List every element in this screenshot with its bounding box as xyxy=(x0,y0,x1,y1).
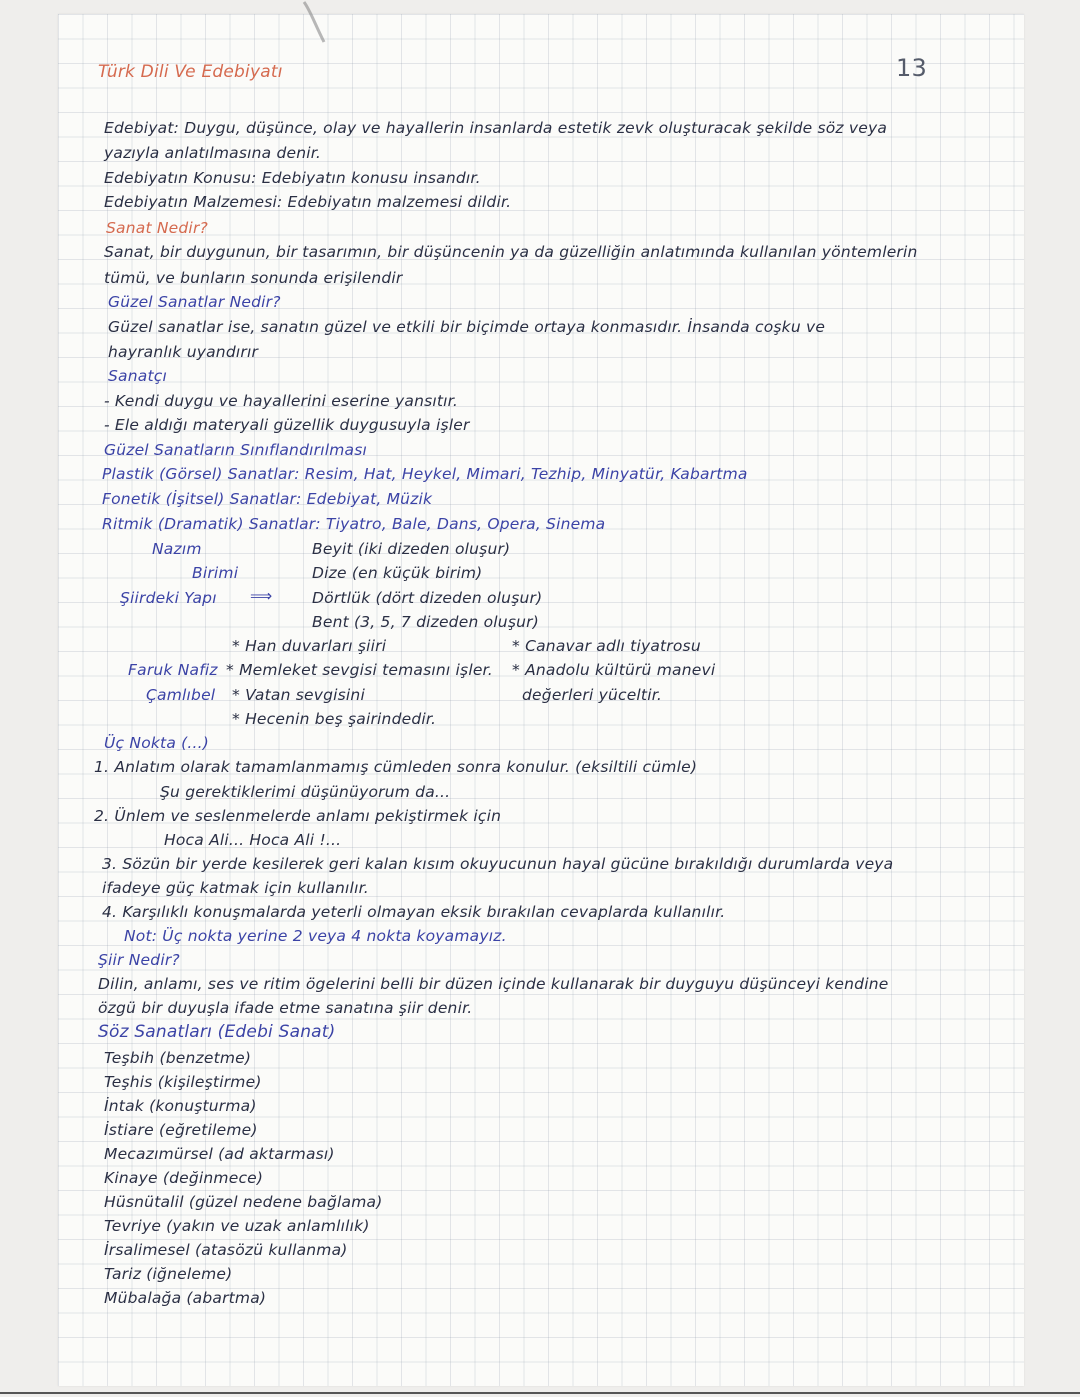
text-line: özgü bir duyuşla ifade etme sanatına şiir denir. xyxy=(98,999,473,1017)
scan-mark xyxy=(300,0,330,50)
arrow-icon: ⟹ xyxy=(250,587,273,605)
section-heading: Güzel Sanatlar Nedir? xyxy=(108,293,281,311)
diagram-item: Dize (en küçük birim) xyxy=(312,564,483,582)
diagram-label: Şiirdeki Yapı xyxy=(120,589,217,607)
page-number: 13 xyxy=(896,54,927,82)
text-line: Sanat, bir duygunun, bir tasarımın, bir düşüncenin ya da güzelliğin anlatımında kullanılan yöntemlerin xyxy=(104,243,918,261)
list-item: Mecazımürsel (ad aktarması) xyxy=(104,1145,335,1163)
list-item: Kinaye (değinmece) xyxy=(104,1169,264,1187)
example-line: Şu gerektiklerimi düşünüyorum da... xyxy=(160,783,451,801)
list-item: Teşbih (benzetme) xyxy=(104,1049,252,1067)
bullet-item: * Vatan sevgisini xyxy=(232,686,365,704)
list-item: İntak (konuşturma) xyxy=(104,1097,257,1115)
list-item: Hüsnütalil (güzel nedene bağlama) xyxy=(104,1193,383,1211)
section-heading: Sanatçı xyxy=(108,367,167,385)
note-line: Not: Üç nokta yerine 2 veya 4 nokta koyamayız. xyxy=(124,927,507,945)
page-header: Türk Dili Ve Edebiyatı xyxy=(98,62,283,82)
numbered-item: 1. Anlatım olarak tamamlanmamış cümleden sonra konulur. (eksiltili cümle) xyxy=(94,758,698,776)
text-line: hayranlık uyandırır xyxy=(108,343,259,361)
text-line: Fonetik (İşitsel) Sanatlar: Edebiyat, Müzik xyxy=(102,490,433,508)
text-line: Edebiyatın Konusu: Edebiyatın konusu insandır. xyxy=(104,169,481,187)
page-edge-rule xyxy=(0,1392,1080,1394)
bullet-item: * Anadolu kültürü manevi xyxy=(512,661,716,679)
text-line: Ritmik (Dramatik) Sanatlar: Tiyatro, Bale, Dans, Opera, Sinema xyxy=(102,515,606,533)
author-name: Çamlıbel xyxy=(146,686,216,704)
list-item: Mübalağa (abartma) xyxy=(104,1289,267,1307)
diagram-item: Dörtlük (dört dizeden oluşur) xyxy=(312,589,543,607)
diagram-item: Bent (3, 5, 7 dizeden oluşur) xyxy=(312,613,539,631)
text-line: Edebiyatın Malzemesi: Edebiyatın malzemesi dildir. xyxy=(104,193,512,211)
list-item: Tariz (iğneleme) xyxy=(104,1265,233,1283)
list-item: - Kendi duygu ve hayallerini eserine yansıtır. xyxy=(104,392,458,410)
section-heading: Şiir Nedir? xyxy=(98,951,180,969)
author-name: Faruk Nafiz xyxy=(128,661,218,679)
list-item: - Ele aldığı materyali güzellik duygusuyla işler xyxy=(104,416,470,434)
bullet-item: değerleri yüceltir. xyxy=(522,686,662,704)
bullet-item: * Memleket sevgisi temasını işler. xyxy=(226,661,493,679)
text-line: tümü, ve bunların sonunda erişilendir xyxy=(104,269,403,287)
section-heading: Üç Nokta (...) xyxy=(104,734,210,752)
list-item: İrsalimesel (atasözü kullanma) xyxy=(104,1241,348,1259)
diagram-label: Birimi xyxy=(192,564,239,582)
text-line: Edebiyat: Duygu, düşünce, olay ve hayallerin insanlarda estetik zevk oluşturacak şekilde söz veya xyxy=(104,119,888,137)
diagram-item: Beyit (iki dizeden oluşur) xyxy=(312,540,511,558)
example-line: Hoca Ali... Hoca Ali !... xyxy=(164,831,342,849)
text-line: Güzel sanatlar ise, sanatın güzel ve etkili bir biçimde ortaya konmasıdır. İnsanda coşku ve xyxy=(108,318,826,336)
section-heading: Güzel Sanatların Sınıflandırılması xyxy=(104,441,367,459)
text-line: yazıyla anlatılmasına denir. xyxy=(104,144,322,162)
text-line: ifadeye güç katmak için kullanılır. xyxy=(102,879,369,897)
numbered-item: 2. Ünlem ve seslenmelerde anlamı pekiştirmek için xyxy=(94,807,502,825)
section-heading: Söz Sanatları (Edebi Sanat) xyxy=(98,1022,336,1042)
bullet-item: * Canavar adlı tiyatrosu xyxy=(512,637,701,655)
numbered-item: 3. Sözün bir yerde kesilerek geri kalan kısım okuyucunun hayal gücüne bırakıldığı durumlarda veya xyxy=(102,855,894,873)
list-item: İstiare (eğretileme) xyxy=(104,1121,258,1139)
bullet-item: * Hecenin beş şairindedir. xyxy=(232,710,437,728)
text-line: Dilin, anlamı, ses ve ritim ögelerini belli bir düzen içinde kullanarak bir duyguyu düşünceyi kendine xyxy=(98,975,889,993)
bullet-item: * Han duvarları şiiri xyxy=(232,637,387,655)
list-item: Tevriye (yakın ve uzak anlamlılık) xyxy=(104,1217,370,1235)
section-heading: Sanat Nedir? xyxy=(106,219,208,237)
numbered-item: 4. Karşılıklı konuşmalarda yeterli olmayan eksik bırakılan cevaplarda kullanılır. xyxy=(102,903,726,921)
text-line: Plastik (Görsel) Sanatlar: Resim, Hat, Heykel, Mimari, Tezhip, Minyatür, Kabartma xyxy=(102,465,748,483)
list-item: Teşhis (kişileştirme) xyxy=(104,1073,262,1091)
diagram-label: Nazım xyxy=(152,540,202,558)
